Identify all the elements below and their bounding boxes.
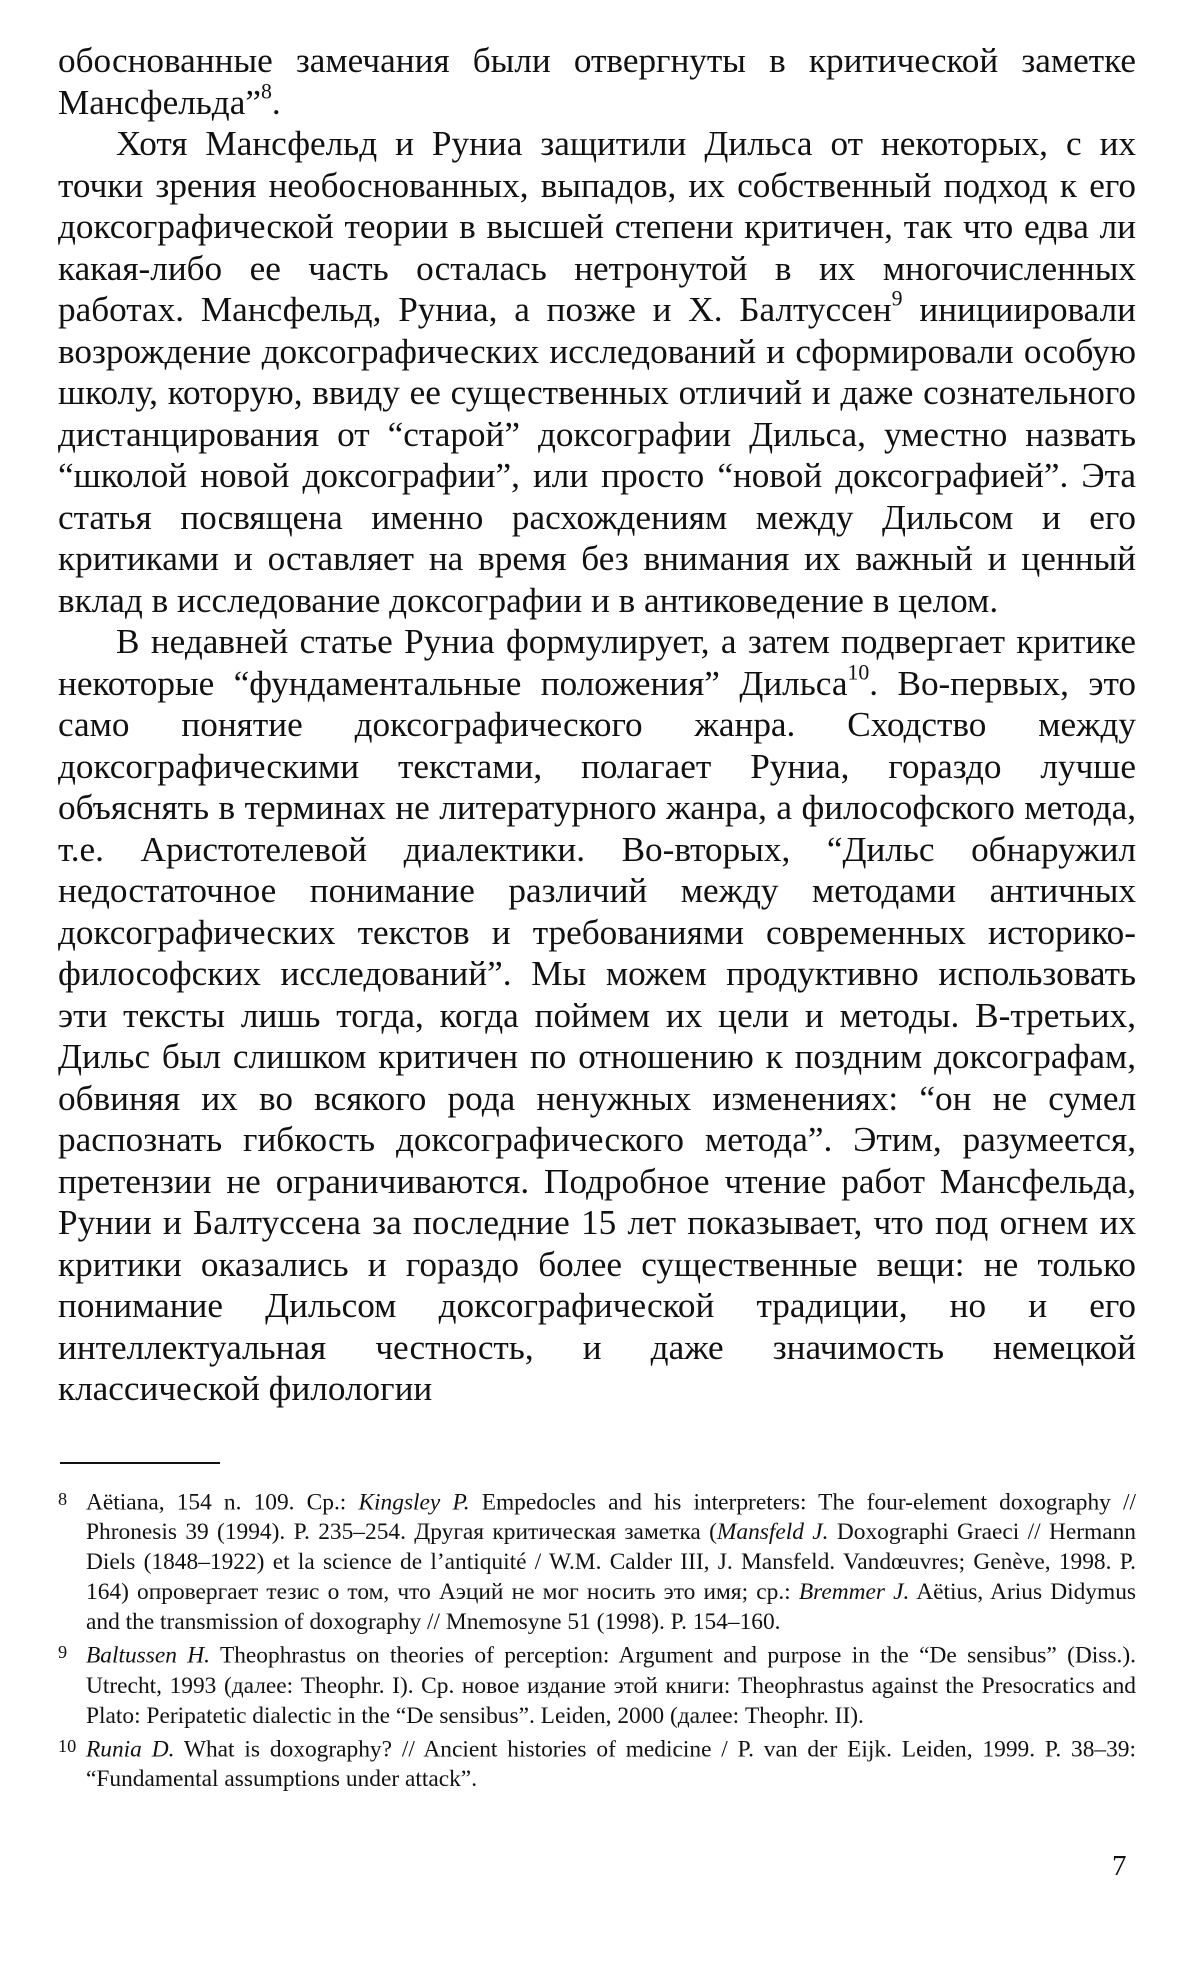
author-name: Mansfeld J.: [716, 1519, 829, 1546]
footnote-marker: 9: [891, 286, 903, 311]
author-name: Kingsley P.: [358, 1489, 470, 1516]
footnote: [58, 1731, 1136, 1795]
footnote-text: Baltussen H. Theophrastus on theories of perception: Argument and purpose in the “De sensibus” (Diss.). Utrecht, 1993 (далее: Theophr. I). Ср. новое издание этой книги: Theophrastus against the Presocratics and Plato: Peripatetic dialectic in the “De sensibus”. Leiden, 2000 (далее: Theophr. II).: [86, 1642, 1136, 1729]
footnote-number: 9: [58, 1642, 68, 1663]
footnote-marker: 8: [260, 78, 272, 103]
footnote-separator: [60, 1462, 220, 1464]
author-name: Baltussen H.: [86, 1642, 211, 1669]
page-number: 7: [1112, 1850, 1127, 1882]
footnote-text: Aëtiana, 154 n. 109. Ср.: Kingsley P. Empedocles and his interpreters: The four-element doxography // Phronesis 39 (1994). P. 235–254. Другая критическая заметка (Mansfeld J. Doxographi Graeci // Hermann Diels (1848–1922) et la science de l’antiquité / W.M. Calder III, J. Mansfeld. Vandœuvres; Genève, 1998. P. 164) опровергает тезис о том, что Аэций не мог носить это имя; ср.: Bremmer J. Aëtius, Arius Didymus and the transmission of doxography // Mnemosyne 51 (1998). P. 154–160.: [86, 1489, 1137, 1636]
paragraph: обоснованные замечания были отвергнуты в критической заметке Мансфельда”$^8$.: [58, 41, 1136, 122]
paragraph: Хотя Мансфельд и Руниа защитили Дильса от некоторых, с их точки зрения необоснованных, выпадов, их собственный подход к его доксографической теории в высшей степени критичен, так что едва ли какая-либо ее часть осталась нетронутой в их многочисленных работах. Мансфельд, Руниа, а позже и Х. Балтуссен$^9$ инициировали возрождение доксографических исследований и сформировали особую школу, которую, ввиду ее существенных отличий и даже сознательного дистанцирования от “старой” доксографии Дильса, уместно назвать “школой новой доксографии”, или просто “новой доксографией”. Эта статья посвящена именно расхождениям между Дильсом и его критиками и оставляет на время без внимания их важный и ценный вклад в исследование доксографии и в антиковедение в целом.: [58, 124, 1137, 620]
footnotes: [58, 1484, 1136, 1795]
body-text: [58, 40, 1136, 1410]
author-name: Bremmer J.: [798, 1579, 910, 1606]
footnote-number: 8: [58, 1488, 68, 1509]
document-page: [58, 40, 1136, 1794]
author-name: Runia D.: [86, 1736, 175, 1763]
footnote: [58, 1637, 1136, 1731]
paragraph: В недавней статье Руниа формулирует, а затем подвергает критике некоторые “фундаментальные положения” Дильса$^{10}$. Во-первых, это само понятие доксографического жанра. Сходство между доксографическими текстами, полагает Руниа, гораздо лучше объяснять в терминах не литературного жанра, а философского метода, т.е. Аристотелевой диалектики. Во-вторых, “Дильс обнаружил недостаточное понимание различий между методами античных доксографических текстов и требованиями современных историко-философских исследований”. Мы можем продуктивно использовать эти тексты лишь тогда, когда поймем их цели и методы. В-третьих, Дильс был слишком критичен по отношению к поздним доксографам, обвиняя их во всякого рода ненужных изменениях: “он не сумел распознать гибкость доксографического метода”. Этим, разумеется, претензии не ограничиваются. Подробное чтение работ Мансфельда, Рунии и Балтуссена за последние 15 лет показывает, что под огнем их критики оказались и гораздо более существенные вещи: не только понимание Дильсом доксографической традиции, но и его интеллектуальная честность, и даже значимость немецкой классической филологии: [58, 622, 1136, 1408]
footnote: [58, 1484, 1136, 1638]
footnote-text: Runia D. What is doxography? // Ancient histories of medicine / P. van der Eijk. Leiden, 1999. P. 38–39: “Fundamental assumptions under attack”.: [86, 1736, 1136, 1793]
footnote-number: 10: [58, 1735, 77, 1756]
footnote-marker: 10: [847, 659, 870, 684]
